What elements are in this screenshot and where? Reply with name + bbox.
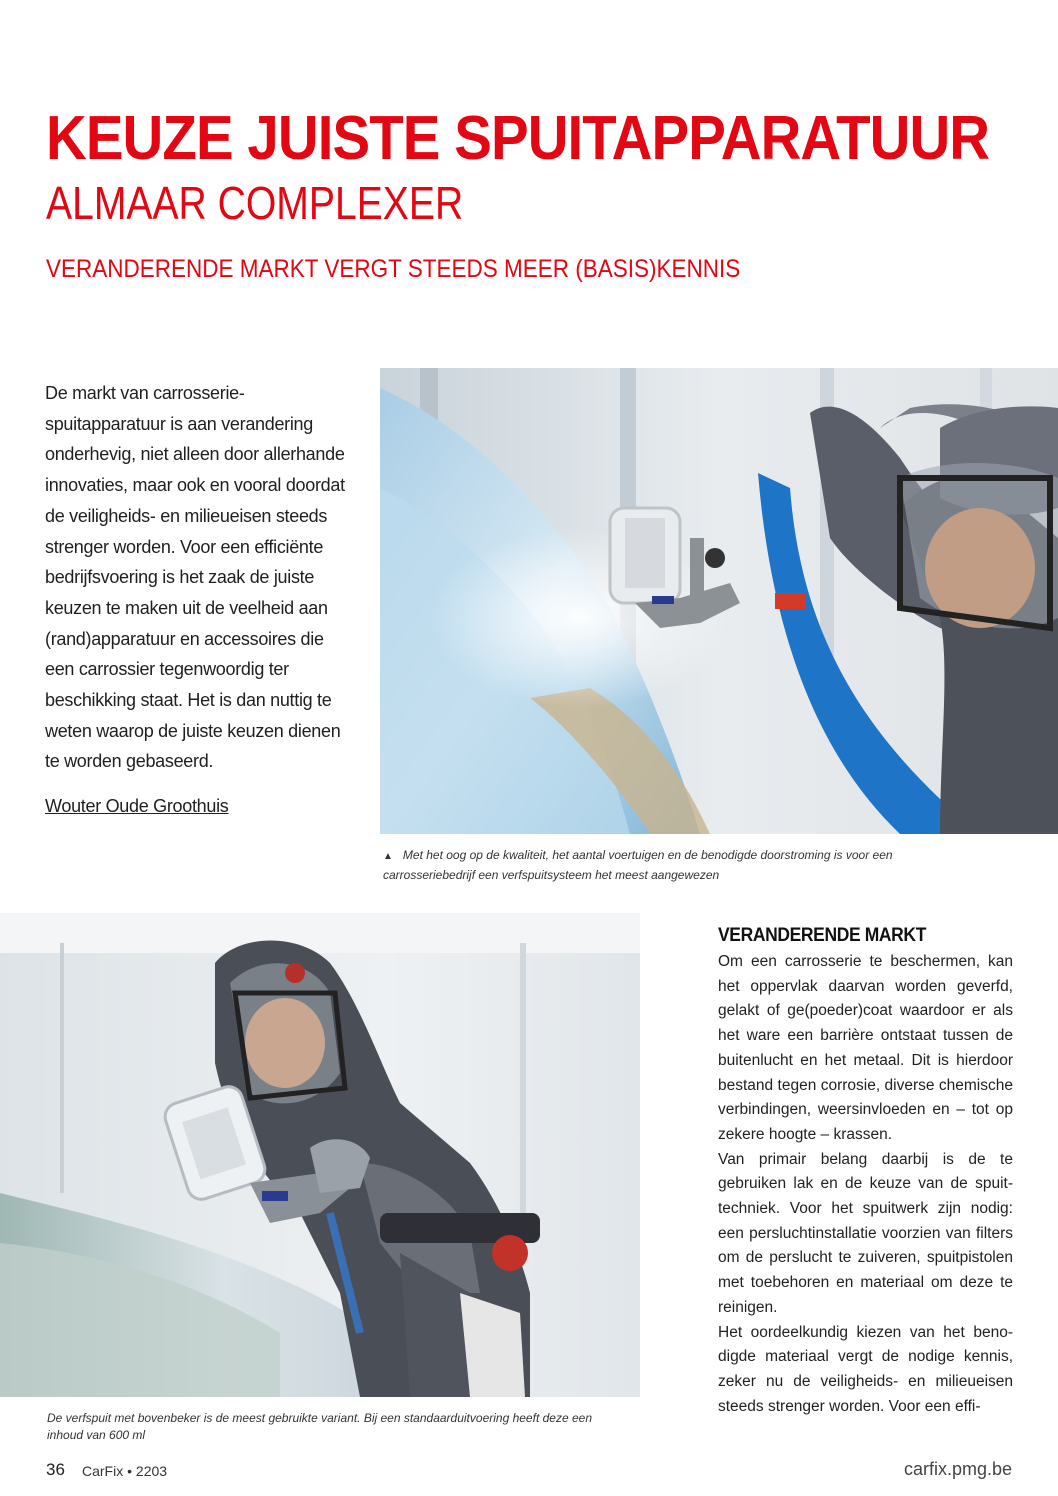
magazine-issue: CarFix • 2203	[82, 1463, 168, 1479]
photo-painter-spraying-illustration	[380, 368, 1058, 834]
intro-line: spuitapparatuur is aan verandering	[45, 413, 313, 434]
photo-painter-spraying	[380, 368, 1058, 834]
intro-line: de veiligheids- en milieueisen steeds	[45, 505, 328, 526]
caret-up-icon: ▲	[383, 851, 393, 862]
photo2-caption: De verfspuit met bovenbeker is de meest gebruikte variant. Bij een standaarduitvoering heeft deze een inhoud van 600 ml	[47, 1411, 592, 1442]
photo-spray-gun	[0, 913, 640, 1397]
intro-line: strenger worden. Voor een efficiënte	[45, 536, 324, 557]
intro-line: keuzen te maken uit de veelheid aan	[45, 597, 328, 618]
section-heading: VERANDERENDE MARKT	[718, 925, 927, 946]
website-link[interactable]: carfix.pmg.be	[903, 1459, 1012, 1479]
body-paragraph: Om een carrosserie te beschermen, kan het oppervlak daarvan worden geverfd, gelakt of ge(poeder)coat waardoor er als het ware een barrière ontstaat tussen de buitenlucht en het metaal. Dit is hierdoor bestand tegen corrosie, diverse chemische verbindingen, weersinvloeden en – tot op zekere hoogte – krassen.	[718, 953, 1013, 1143]
photo1-caption	[383, 846, 983, 884]
page-number: 36	[46, 1460, 65, 1479]
article-body	[718, 950, 1013, 1419]
body-paragraph: Het oordeelkundig kiezen van het benodigde materiaal vergt de nodige kennis, zeker nu de veiligheids- en milieueisen steeds strenger worden. Voor een effi-	[718, 1323, 1013, 1415]
intro-line: (rand)apparatuur en accessoires die	[45, 628, 324, 649]
intro-line: innovaties, maar ook en vooral doordat	[45, 475, 345, 496]
photo-spray-gun-illustration	[0, 913, 640, 1397]
intro-line: onderhevig, niet alleen door allerhande	[45, 444, 345, 465]
body-paragraph: Van primair belang daarbij is de te gebruiken lak en de keuze van de spuittechniek. Voor het spuitwerk zijn nodig: een persluchtinstallatie voorzien van filters om de perslucht te zuiveren, spuitpistolen met toebehoren en materiaal om deze te reinigen.	[718, 1150, 1013, 1316]
intro-paragraph	[45, 378, 345, 777]
article-subheading: VERANDERENDE MARKT VERGT STEEDS MEER (BASIS)KENNIS	[46, 255, 741, 283]
intro-line: beschikking staat. Het is dan nuttig te	[45, 690, 332, 711]
intro-line: een carrossier tegenwoordig ter	[45, 659, 289, 680]
intro-line: te worden gebaseerd.	[45, 751, 214, 772]
intro-line: De markt van carrosserie-	[45, 383, 245, 403]
author-byline[interactable]: Wouter Oude Groothuis	[45, 796, 229, 816]
intro-line: bedrijfsvoering is het zaak de juiste	[45, 567, 315, 588]
article-subtitle: ALMAAR COMPLEXER	[46, 177, 464, 229]
intro-line: weten waarop de juiste keuzen dienen	[45, 720, 341, 741]
article-title: KEUZE JUISTE SPUITAPPARATUUR	[46, 104, 990, 173]
photo1-caption-text: Met het oog op de kwaliteit, het aantal voertuigen en de benodigde doorstroming is voor een carrosseriebedrijf een verfspuitsysteem het meest aangewezen	[383, 848, 893, 882]
